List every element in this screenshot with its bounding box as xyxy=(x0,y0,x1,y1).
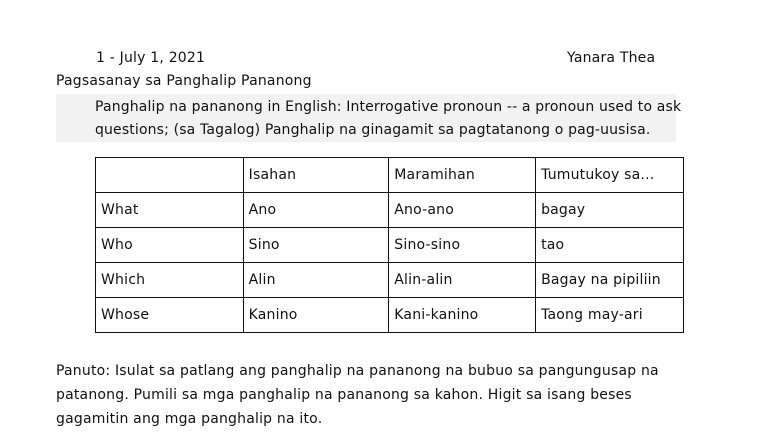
table-cell: tao xyxy=(536,228,684,263)
table-row xyxy=(96,228,684,263)
header-cell-tumutukoy: Tumutukoy sa... xyxy=(536,158,684,193)
table-cell: Alin xyxy=(243,263,389,298)
table-cell: Ano-ano xyxy=(389,193,536,228)
definition-box xyxy=(56,94,682,142)
table-cell: Who xyxy=(96,228,244,263)
table-cell: Ano xyxy=(243,193,389,228)
definition-line: Panghalip na pananong in English: Interrogative pronoun -- a pronoun used to ask xyxy=(95,99,682,115)
table-row xyxy=(96,193,684,228)
student-name: Yanara Thea xyxy=(567,50,656,66)
table-header-row xyxy=(96,158,684,193)
header-cell-isahan: Isahan xyxy=(243,158,389,193)
table-cell: Taong may-ari xyxy=(536,298,684,333)
table-cell: Which xyxy=(96,263,244,298)
instructions-line: gagamitin ang mga panghalip na ito. xyxy=(56,411,323,427)
worksheet-title: Pagsasanay sa Panghalip Pananong xyxy=(56,73,312,89)
table-row xyxy=(96,298,684,333)
table-cell: bagay xyxy=(536,193,684,228)
instructions-line: Panuto: Isulat sa patlang ang panghalip na pananong na bubuo sa pangungusap na xyxy=(56,363,659,379)
instructions-line: patanong. Pumili sa mga panghalip na pananong sa kahon. Higit sa isang beses xyxy=(56,387,632,403)
instructions-paragraph xyxy=(56,359,696,431)
table-cell: Alin-alin xyxy=(389,263,536,298)
table-cell: Bagay na pipiliin xyxy=(536,263,684,298)
table-cell: Sino-sino xyxy=(389,228,536,263)
header-cell xyxy=(96,158,244,193)
table-cell: Kani-kanino xyxy=(389,298,536,333)
header-cell-maramihan: Maramihan xyxy=(389,158,536,193)
table-cell: Sino xyxy=(243,228,389,263)
table-cell: Kanino xyxy=(243,298,389,333)
definition-line: questions; (sa Tagalog) Panghalip na ginagamit sa pagtatanong o pag-uusisa. xyxy=(95,122,651,138)
date-label: 1 - July 1, 2021 xyxy=(96,50,206,66)
table-cell: Whose xyxy=(96,298,244,333)
table-cell: What xyxy=(96,193,244,228)
pronoun-table xyxy=(95,157,684,333)
table-row xyxy=(96,263,684,298)
